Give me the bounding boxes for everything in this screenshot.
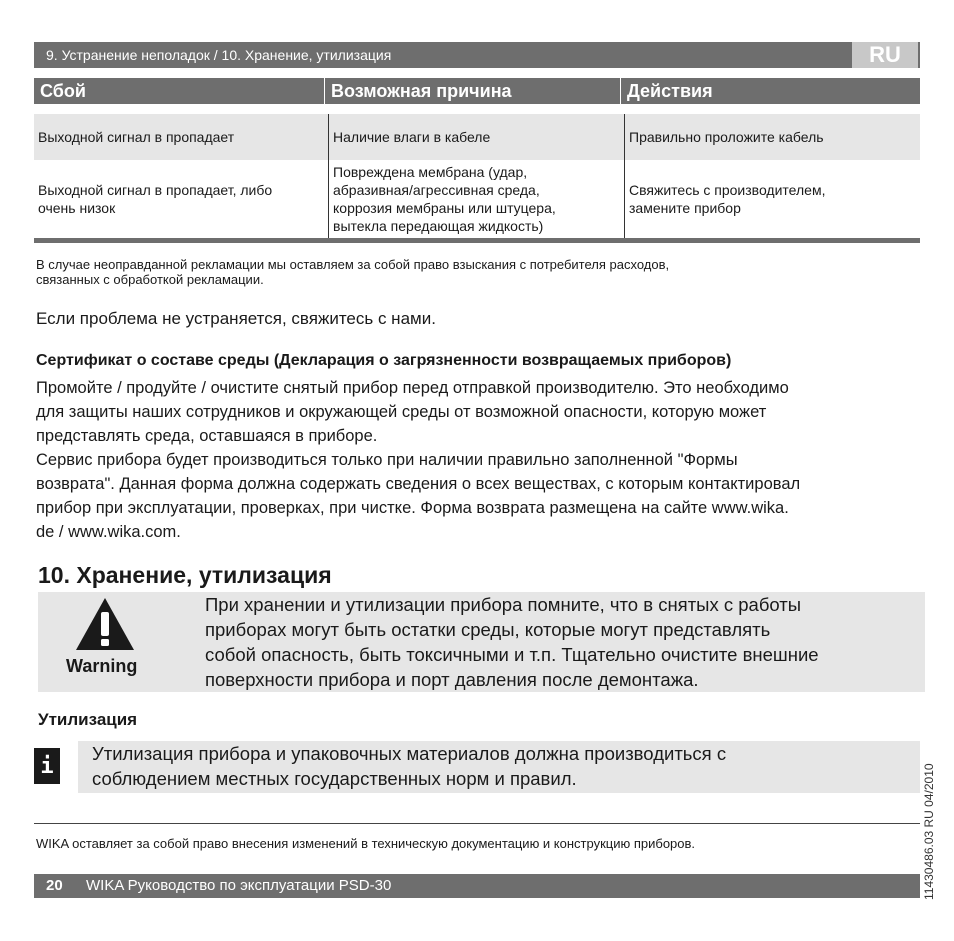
table-row [34, 114, 920, 160]
footer-divider [34, 823, 920, 824]
footer-title: WIKA Руководство по эксплуатации PSD-30 [86, 877, 392, 894]
certificate-title: Сертификат о составе среды (Декларация о загрязненности возвращаемых приборов) [36, 352, 732, 369]
column-header-action: Действия [620, 78, 921, 104]
cell-action: Свяжитесь с производителем, замените прибор [624, 160, 920, 238]
page-header [34, 42, 920, 68]
cell-fault: Выходной сигнал в пропадает, либо очень низок [38, 182, 273, 216]
cell-fault: Выходной сигнал в пропадает [38, 129, 235, 145]
warning-label: Warning [66, 656, 138, 676]
page-footer [34, 874, 920, 898]
reclamation-note: В случае неоправданной рекламации мы оставляем за собой право взыскания с потребителя расходов, связанных с обработкой рекламации. [36, 257, 670, 287]
page-number: 20 [46, 877, 63, 894]
certificate-body: Промойте / продуйте / очистите снятый прибор перед отправкой производителю. Это необходимо для защиты наших сотрудников и окружающей среды от возможной опасности, которую может представлять среда, оставшаяся в приборе. Сервис прибора будет производиться только при наличии правильно заполненной "Формы возврата". Данная форма должна содержать сведения о всех веществах, с которым контактировал прибор при эксплуатации, проверках, при чистке. Форма возврата размещена на сайте www.wika. de / www.wika.com. [36, 379, 801, 541]
disposal-box [78, 741, 920, 793]
language-badge: RU [852, 42, 918, 68]
warning-triangle-icon [74, 596, 136, 652]
disposal-text: Утилизация прибора и упаковочных материалов должна производиться с соблюдением местных государственных норм и правил. [92, 743, 727, 789]
column-header-fault: Сбой [40, 81, 86, 101]
table-bottom-rule [34, 238, 920, 243]
column-header-cause: Возможная причина [324, 78, 627, 104]
table-header [34, 78, 920, 104]
contact-text: Если проблема не устраняется, свяжитесь с нами. [36, 309, 436, 328]
disposal-title: Утилизация [38, 710, 138, 729]
info-icon: i [34, 748, 60, 784]
cell-action: Правильно проложите кабель [624, 114, 920, 160]
breadcrumb: 9. Устранение неполадок / 10. Хранение, утилизация [46, 47, 392, 63]
document-number: 11430486.03 RU 04/2010 [922, 763, 936, 900]
cell-cause: Повреждена мембрана (удар, абразивная/агрессивная среда, коррозия мембраны или штуцера, вытекла передающая жидкость) [328, 160, 624, 238]
warning-text: При хранении и утилизации прибора помните, что в снятых с работы приборах могут быть остатки среды, которые могут представлять собой опасность, быть токсичными и т.п. Тщательно очистите внешние поверхности прибора и порт давления после демонтажа. [205, 594, 819, 690]
footer-note: WIKA оставляет за собой право внесения изменений в техническую документацию и конструкцию приборов. [36, 836, 696, 851]
section-title: 10. Хранение, утилизация [38, 562, 332, 588]
warning-box [38, 592, 925, 692]
cell-cause: Наличие влаги в кабеле [328, 114, 624, 160]
table-row [34, 160, 920, 238]
